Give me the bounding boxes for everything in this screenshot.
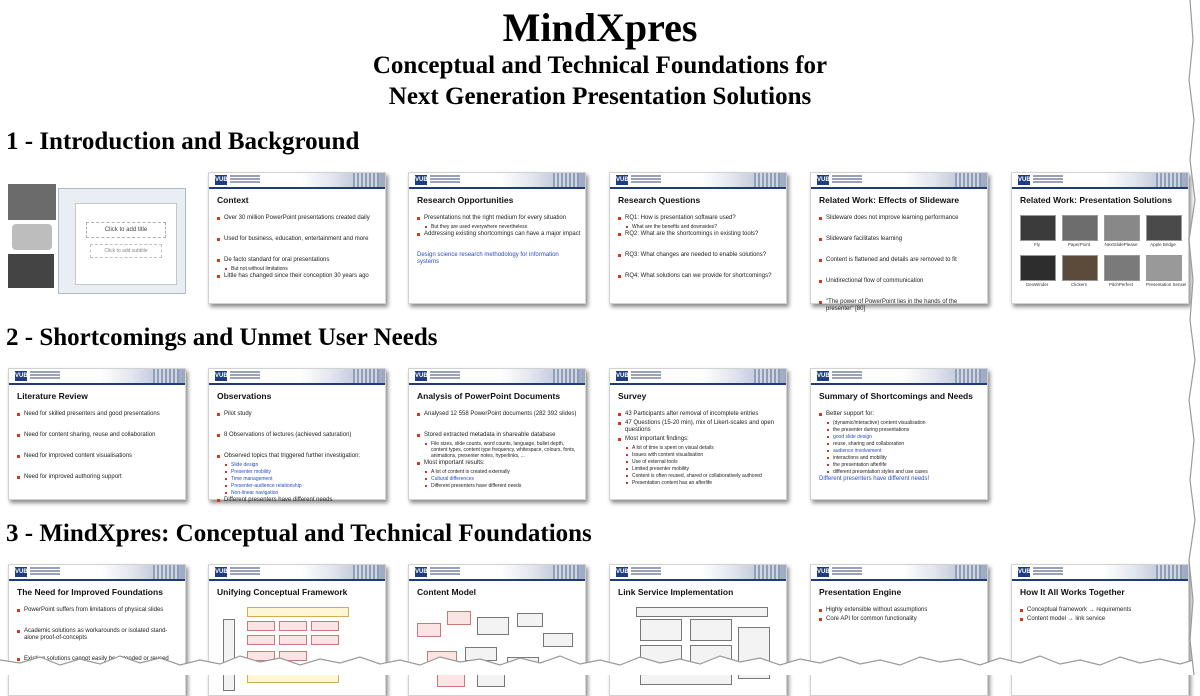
slide-bullet: Academic solutions as workarounds or isolated stand-alone proof-of-concepts bbox=[17, 628, 181, 642]
slide-bullet: Time management bbox=[217, 476, 381, 482]
slide-bullet: Slideware does not improve learning performance bbox=[819, 215, 983, 222]
vub-logo: VUB bbox=[215, 373, 228, 379]
page-title: MindXpres bbox=[502, 5, 698, 50]
vub-logo: VUB bbox=[817, 177, 830, 183]
slide-bullet: Different presenters have different needs! bbox=[819, 476, 930, 482]
section-heading-2: 2 - Shortcomings and Unmet User Needs bbox=[6, 324, 438, 351]
slide-bullet: RQ1: How is presentation software used? bbox=[618, 215, 782, 222]
slide-bullet: Design science research methodology for information systems bbox=[417, 252, 559, 265]
solution-caption: Apple Bridge bbox=[1150, 242, 1176, 247]
slide-bullet: Slideware facilitates learning bbox=[819, 236, 983, 243]
vub-logo: VUB bbox=[616, 373, 629, 379]
slide-title: Analysis of PowerPoint Documents bbox=[417, 391, 561, 401]
slide-bullet: (dynamic/interactive) content visualisation bbox=[819, 420, 983, 426]
slide-title: Research Opportunities bbox=[417, 195, 514, 205]
subtitle-line-1: Conceptual and Technical Foundations for bbox=[372, 52, 828, 79]
vub-logo: VUB bbox=[616, 569, 629, 575]
section-heading-1: 1 - Introduction and Background bbox=[6, 128, 360, 155]
slide-bullet: Stored extracted metadata in shareable database bbox=[417, 432, 581, 439]
slide-bullet: Most important findings: bbox=[618, 436, 782, 443]
vub-logo: VUB bbox=[817, 569, 830, 575]
slide-bullet: Pilot study bbox=[217, 411, 381, 418]
slide-bullet: RQ3: What changes are needed to enable solutions? bbox=[618, 252, 782, 259]
slide-bullet: But not without limitations bbox=[217, 266, 381, 272]
slide-title: Link Service Implementation bbox=[618, 587, 734, 597]
slide-title: Unifying Conceptual Framework bbox=[217, 587, 348, 597]
slide-bullet: Need for improved content visualisations bbox=[17, 453, 181, 460]
slide-title: Content Model bbox=[417, 587, 477, 597]
solution-caption: PaperPoint bbox=[1067, 242, 1091, 247]
slide-bullet: good slide design bbox=[819, 434, 983, 440]
slide-bullet: Observed topics that triggered further investigation: bbox=[217, 453, 381, 460]
title-placeholder: Click to add title bbox=[86, 222, 166, 238]
slide-title: Summary of Shortcomings and Needs bbox=[819, 391, 973, 401]
slide-bullet: Presentation content has an afterlife bbox=[618, 480, 782, 486]
solution-caption: GeoWinder bbox=[1025, 282, 1049, 287]
slide-bullet: Need for skilled presenters and good presentations bbox=[17, 411, 181, 418]
vub-logo: VUB bbox=[616, 177, 629, 183]
slide-bullet: Used for business, education, entertainment and more bbox=[217, 236, 381, 243]
vub-logo: VUB bbox=[1018, 177, 1031, 183]
slide-bullet: Conceptual framework → requirements bbox=[1020, 607, 1184, 614]
slide-title: Related Work: Presentation Solutions bbox=[1020, 195, 1172, 205]
diagram-box bbox=[437, 673, 465, 687]
slide-bullet: 47 Questions (15-20 min), mix of Likert-scales and open questions bbox=[618, 420, 782, 434]
vub-logo: VUB bbox=[415, 177, 428, 183]
slide-title: Observations bbox=[217, 391, 272, 401]
slide-bullet: Content model → link service bbox=[1020, 616, 1184, 623]
vub-logo: VUB bbox=[415, 373, 428, 379]
slide-title: The Need for Improved Foundations bbox=[17, 587, 163, 597]
solution-caption: PitchPerfect bbox=[1108, 282, 1134, 287]
slide-bullet: Cultural differences bbox=[417, 476, 581, 482]
slide-bullet: Different presenters have different needs bbox=[417, 483, 581, 489]
slide-bullet: Most important results: bbox=[417, 460, 581, 467]
slide-bullet: RQ2: What are the shortcomings in existing tools? bbox=[618, 231, 782, 238]
solution-caption: Presentation Sensei bbox=[1146, 282, 1187, 287]
subtitle-placeholder: Click to add subtitle bbox=[90, 244, 162, 258]
slide-bullet: audience involvement bbox=[819, 448, 983, 454]
vub-logo: VUB bbox=[817, 373, 830, 379]
slide-title: Literature Review bbox=[17, 391, 88, 401]
slide-bullet: 43 Participants after removal of incomplete entries bbox=[618, 411, 782, 418]
solution-caption: Fly bbox=[1034, 242, 1040, 247]
slide-bullet: Different presenters have different needs bbox=[217, 497, 381, 504]
slide-bullet: Core API for common functionality bbox=[819, 616, 983, 623]
slide-bullet: "The power of PowerPoint lies in the hands of the presenter" [80] bbox=[819, 299, 983, 313]
slide-bullet: the presentation afterlife bbox=[819, 462, 983, 468]
slide-bullet: What are the benefits and downsides? bbox=[618, 224, 782, 230]
slide-bullet: 8 Observations of lectures (achieved saturation) bbox=[217, 432, 381, 439]
slide-bullet: interactions and mobility bbox=[819, 455, 983, 461]
slide-bullet: A lot of time is spent on visual details bbox=[618, 445, 782, 451]
slide-title: Context bbox=[217, 195, 249, 205]
slide-bullet: Non-linear navigation bbox=[217, 490, 381, 496]
slide-bullet: the presenter during presentations bbox=[819, 427, 983, 433]
slide-bullet: RQ4: What solutions can we provide for shortcomings? bbox=[618, 273, 782, 280]
slide-bullet: reuse, sharing and collaboration bbox=[819, 441, 983, 447]
slide-bullet: Better support for: bbox=[819, 411, 983, 418]
slide-title: How It All Works Together bbox=[1020, 587, 1125, 597]
slide-bullet: Issues with content visualisation bbox=[618, 452, 782, 458]
slide-bullet: Limited presenter mobility bbox=[618, 466, 782, 472]
slide-title: Survey bbox=[618, 391, 647, 401]
slide-bullet: De facto standard for oral presentations bbox=[217, 257, 381, 264]
slide-bullet: Need for improved authoring support bbox=[17, 474, 181, 481]
slide-title: Research Questions bbox=[618, 195, 701, 205]
slide-bullet: Use of external tools bbox=[618, 459, 782, 465]
slide-title: Related Work: Effects of Slideware bbox=[819, 195, 960, 205]
slide-bullet: Presenter-audience relationship bbox=[217, 483, 381, 489]
diagram-box bbox=[477, 673, 505, 687]
vub-logo: VUB bbox=[415, 569, 428, 575]
slide-bullet: Content is often reused, shared or collaboratively authored bbox=[618, 473, 782, 479]
solution-caption: NextSlidePlease bbox=[1104, 242, 1138, 247]
slide-bullet: Little has changed since their conception 30 years ago bbox=[217, 273, 381, 280]
vub-logo: VUB bbox=[1018, 569, 1031, 575]
vub-logo: VUB bbox=[215, 177, 228, 183]
solution-caption: Clickers bbox=[1070, 282, 1087, 287]
slide-bullet: Slide design bbox=[217, 462, 381, 468]
slide-bullet: Highly extensible without assumptions bbox=[819, 607, 983, 614]
slide-bullet: Analysed 12 558 PowerPoint documents (282 392 slides) bbox=[417, 411, 581, 418]
slide-bullet: Existing solutions cannot easily be extended or reused bbox=[17, 656, 181, 663]
slide-bullet: Unidirectional flow of communication bbox=[819, 278, 983, 285]
slide-bullet: A lot of content is created externally bbox=[417, 469, 581, 475]
slide-bullet: different presentation styles and use cases bbox=[819, 469, 983, 475]
slide-bullet: Presentations not the right medium for every situation bbox=[417, 215, 581, 222]
vub-logo: VUB bbox=[15, 569, 28, 575]
slide-bullet: PowerPoint suffers from limitations of physical slides bbox=[17, 607, 181, 614]
slide-title: Presentation Engine bbox=[819, 587, 902, 597]
slide-bullet: Addressing existing shortcomings can have a major impact bbox=[417, 231, 581, 238]
slide-bullet: But they are used everywhere nevertheless bbox=[417, 224, 581, 230]
slide-bullet: Need for content sharing, reuse and collaboration bbox=[17, 432, 181, 439]
subtitle-line-2: Next Generation Presentation Solutions bbox=[388, 83, 812, 110]
slide-bullet: File sizes, slide counts, word counts, language, bullet depth, content types, content type frequency, whitespace, colours, fonts, animations, presenter notes, hyperlinks, ... bbox=[417, 441, 581, 459]
section-heading-3: 3 - MindXpres: Conceptual and Technical Foundations bbox=[6, 520, 592, 547]
vub-logo: VUB bbox=[15, 373, 28, 379]
slide-bullet: Presenter mobility bbox=[217, 469, 381, 475]
slide-bullet: Content is flattened and details are removed to fit bbox=[819, 257, 983, 264]
slide-bullet: Over 30 million PowerPoint presentations created daily bbox=[217, 215, 381, 222]
vub-logo: VUB bbox=[215, 569, 228, 575]
